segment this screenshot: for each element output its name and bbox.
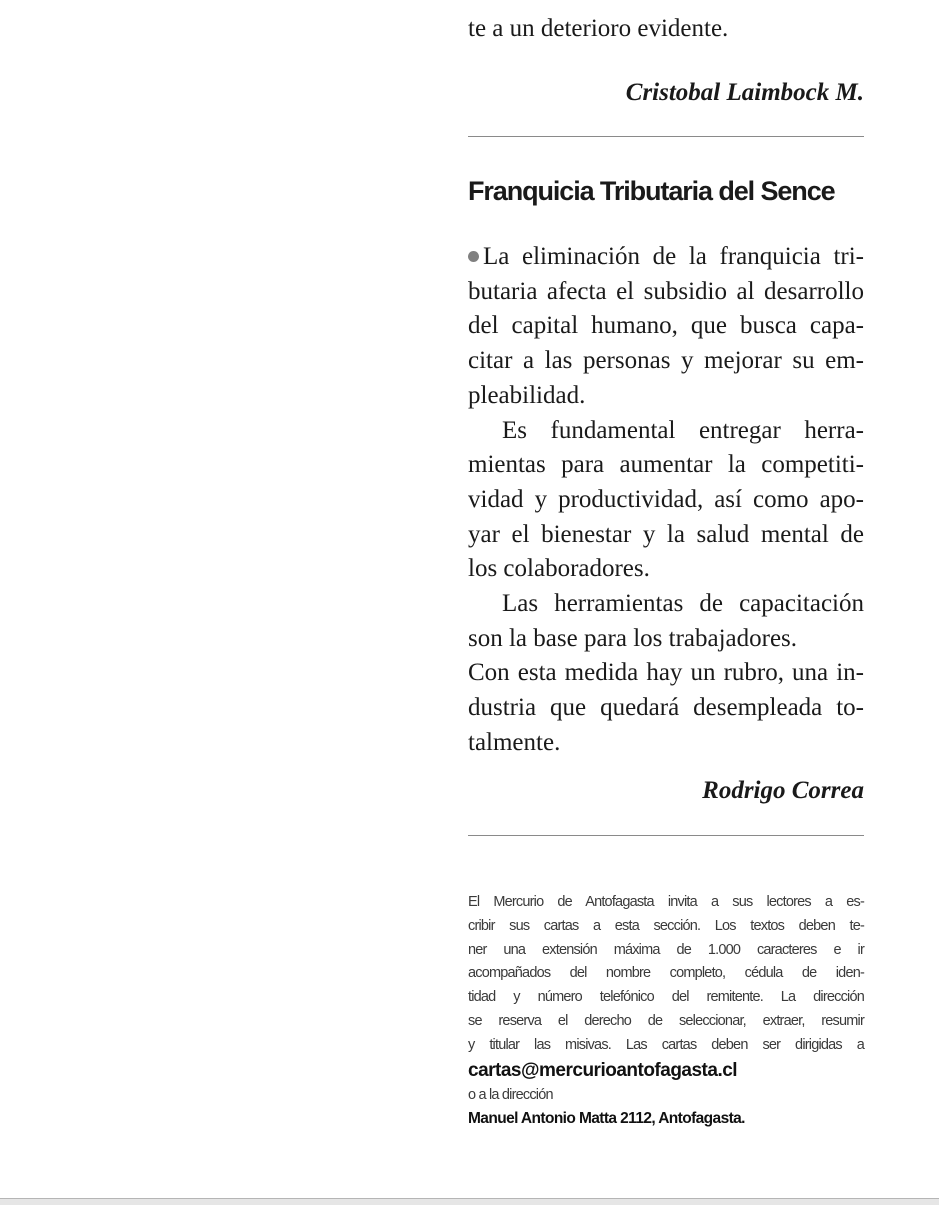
notice-line: cribir sus cartas a esta sección. Los textos deben te-	[468, 917, 864, 934]
letter-line: talmente.	[468, 728, 561, 756]
letter-line: yar el bienestar y la salud mental de	[468, 520, 864, 548]
previous-letter-tail: te a un deterioro evidente.	[468, 15, 729, 42]
letter-signature: Rodrigo Correa	[702, 777, 864, 804]
letter-line: mientas para aumentar la competiti-	[468, 451, 864, 479]
notice-line: acompañados del nombre completo, cédula de iden-	[468, 965, 864, 982]
letter-line: dustria que quedará desempleada to-	[468, 694, 864, 722]
divider	[468, 835, 864, 836]
letter-line: Es fundamental entregar herra-	[502, 416, 864, 444]
letter-title: Franquicia Tributaria del Sence	[468, 176, 835, 206]
letter-line: La eliminación de la franquicia tri-	[468, 240, 864, 275]
notice-line: ner una extensión máxima de 1.000 caracteres e ir	[468, 941, 864, 958]
notice-email: cartas@mercurioantofagasta.cl	[468, 1059, 738, 1081]
letter-line: vidad y productividad, así como apo-	[468, 485, 864, 513]
letter-line: pleabilidad.	[468, 381, 586, 409]
letter-line: los colaboradores.	[468, 555, 650, 583]
letter-line: butaria afecta el subsidio al desarrollo	[468, 277, 864, 305]
bullet-icon	[468, 251, 479, 262]
notice-line: tidad y número telefónico del remitente. La dirección	[468, 989, 864, 1006]
divider	[468, 136, 864, 137]
notice-line: y titular las misivas. Las cartas deben ser dirigidas a	[468, 1036, 864, 1053]
notice-line: El Mercurio de Antofagasta invita a sus lectores a es-	[468, 894, 864, 910]
letter-line: Con esta medida hay un rubro, una in-	[468, 659, 864, 687]
submission-notice	[468, 891, 864, 1131]
letter-line: del capital humano, que busca capa-	[468, 312, 864, 340]
letter-line: Las herramientas de capacitación	[502, 590, 864, 618]
previous-letter-signature: Cristobal Laimbock M.	[625, 79, 864, 106]
notice-address: Manuel Antonio Matta 2112, Antofagasta.	[468, 1110, 745, 1128]
notice-or-text: o a la dirección	[468, 1086, 553, 1103]
letter-line: son la base para los trabajadores.	[468, 624, 798, 652]
letter-line: citar a las personas y mejorar su em-	[468, 347, 864, 375]
notice-line: se reserva el derecho de seleccionar, extraer, resumir	[468, 1012, 864, 1029]
letter-body	[468, 240, 864, 761]
